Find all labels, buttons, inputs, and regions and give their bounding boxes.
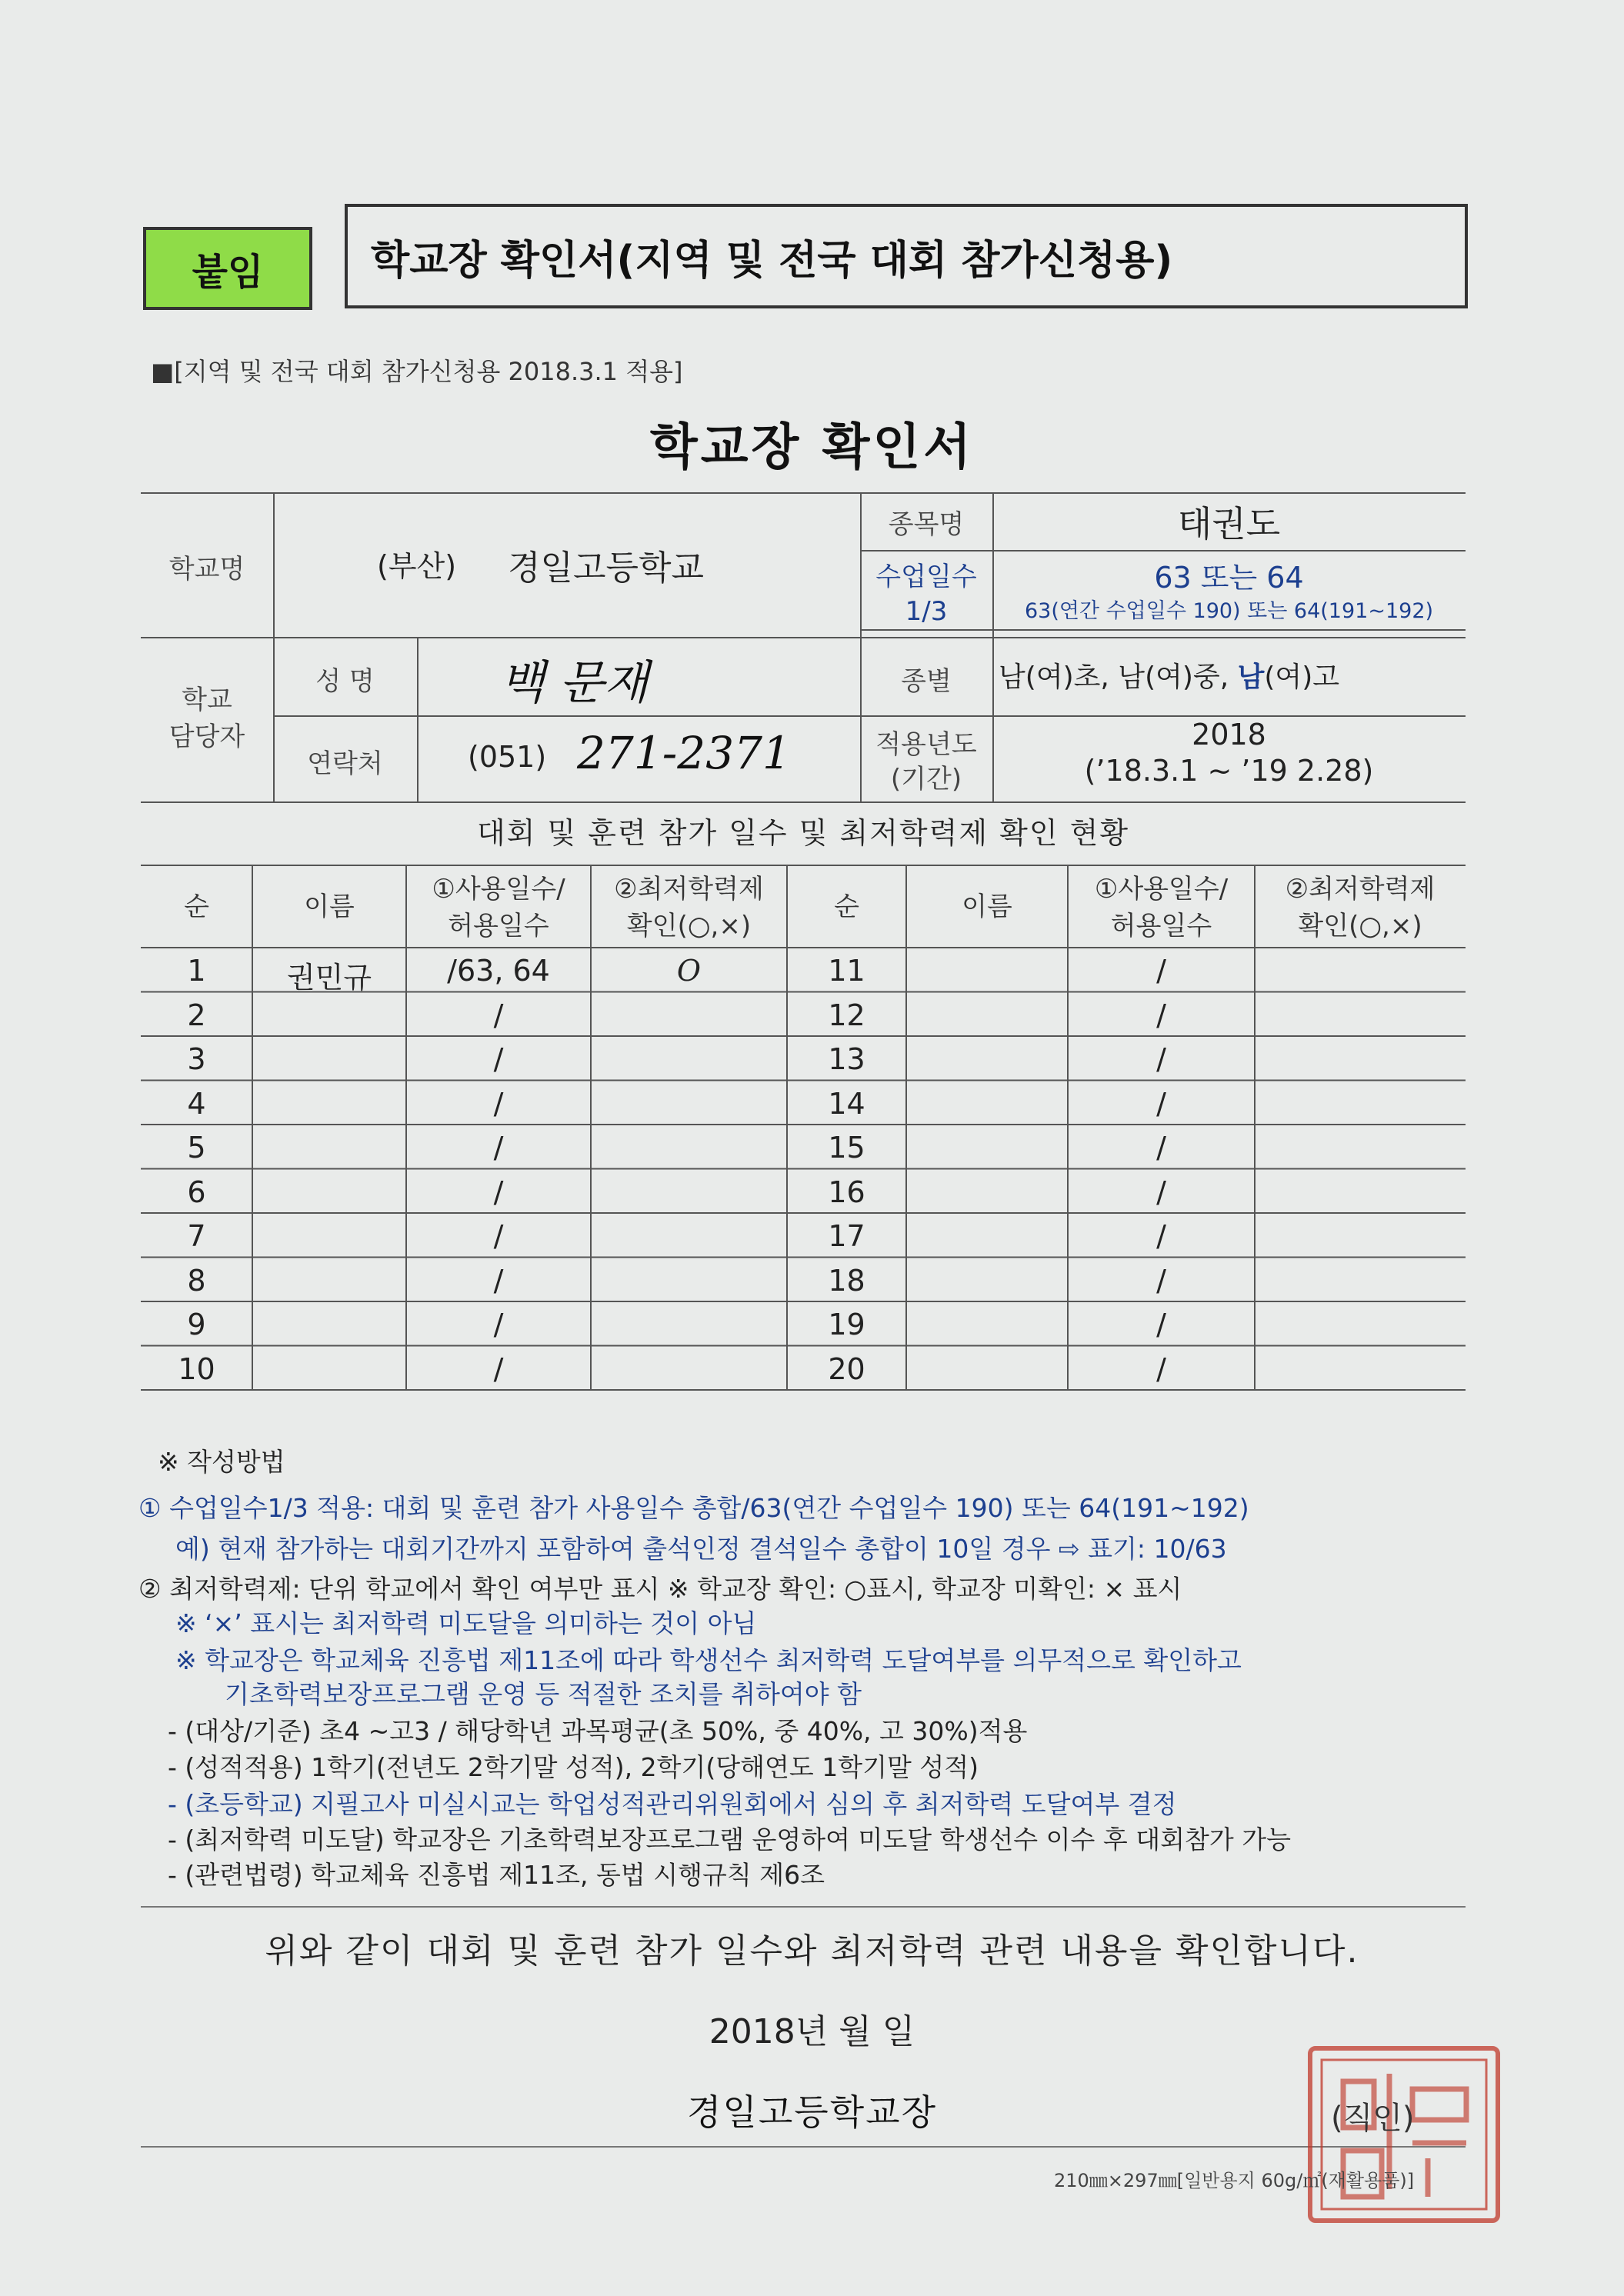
manager-label: 학교: [182, 685, 232, 715]
days-label-fraction: 1/3: [905, 596, 948, 627]
header-seq-left: 순: [184, 891, 209, 922]
note-line: - (초등학교) 지필고사 미실시교는 학업성적관리위원회에서 심의 후 최저학력 도달여부 결정: [168, 1789, 1177, 1819]
confirmation-statement: 위와 같이 대회 및 훈련 참가 일수와 최저학력 관련 내용을 확인합니다.: [265, 1931, 1359, 1971]
table-cell-no: 19: [828, 1308, 865, 1341]
table-cell-no: 20: [828, 1351, 865, 1386]
note-line: 예) 현재 참가하는 대회기간까지 포함하여 출석인정 결석일수 총합이 10일 경우 ⇨ 표기: 10/63: [175, 1534, 1227, 1564]
table-cell-days: /: [1156, 954, 1166, 988]
principal-title: 경일고등학교장: [686, 2091, 938, 2133]
table-cell-name: 권민규: [286, 961, 372, 995]
table-cell-mark: O: [676, 954, 702, 988]
table-cell-days: /: [1156, 1351, 1166, 1386]
header-seq-right: 순: [834, 891, 859, 922]
status-section-title: 대회 및 훈련 참가 일수 및 최저학력제 확인 현황: [476, 816, 1130, 850]
type-value-prefix: 남(여)초, 남(여)중,: [999, 661, 1238, 693]
table-cell-no: 7: [187, 1219, 206, 1253]
type-label: 종별: [901, 666, 952, 697]
header-days-left: ①사용일수/: [432, 874, 565, 905]
table-cell-no: 1: [187, 954, 206, 988]
table-cell-days: /: [493, 1351, 504, 1386]
school-name: 경일고등학교: [508, 548, 705, 588]
table-cell-days: /: [493, 1219, 504, 1253]
date-line: 2018년 월 일: [709, 2012, 915, 2051]
table-cell-days: /: [493, 1308, 504, 1341]
table-cell-no: 13: [828, 1042, 865, 1076]
header-days-right-2: 허용일수: [1110, 911, 1212, 941]
header-name-right: 이름: [962, 891, 1012, 922]
table-cell-days: /: [493, 1131, 504, 1165]
appendix-badge: 붙임: [143, 227, 312, 310]
note-line: - (관련법령) 학교체육 진흥법 제11조, 동법 시행규칙 제6조: [168, 1860, 825, 1890]
table-cell-no: 3: [187, 1042, 206, 1076]
note-line: 기초학력보장프로그램 운영 등 적절한 조치를 취하여야 함: [225, 1679, 862, 1709]
seal-label: (직인): [1331, 2101, 1415, 2136]
header-days-left-2: 허용일수: [448, 911, 549, 941]
header-min-left-2: 확인(○,×): [626, 911, 752, 941]
contact-label: 연락처: [307, 748, 383, 779]
school-label: 학교명: [168, 554, 245, 585]
note-line: ① 수업일수1/3 적용: 대회 및 훈련 참가 사용일수 총합/63(연간 수업일수 190) 또는 64(191~192): [138, 1493, 1249, 1523]
table-cell-days: /: [1156, 1175, 1166, 1209]
paper-spec: 210㎜×297㎜[일반용지 60g/㎡(재활용품)]: [1054, 2170, 1415, 2191]
contact-area-code: (051): [468, 740, 547, 774]
table-cell-no: 10: [178, 1351, 215, 1386]
table-cell-days: /: [1156, 998, 1166, 1032]
manager-label-2: 담당자: [168, 721, 245, 752]
note-line: - (대상/기준) 초4 ~고3 / 해당학년 과목평균(초 50%, 중 40%, 고 30%)적용: [168, 1716, 1028, 1746]
type-value-highlight: 남: [1237, 661, 1265, 693]
note-line: ※ 학교장은 학교체육 진흥법 제11조에 따라 학생선수 최저학력 도달여부를 의무적으로 확인하고: [175, 1645, 1242, 1675]
type-value-suffix: (여)고: [1264, 661, 1340, 693]
note-line: ※ ‘×’ 표시는 최저학력 미도달을 의미하는 것이 아님: [175, 1608, 757, 1638]
table-cell-no: 14: [828, 1086, 865, 1121]
table-cell-days: /: [1156, 1219, 1166, 1253]
table-cell-no: 9: [187, 1308, 206, 1341]
period-label-2: (기간): [890, 764, 962, 795]
days-label: 수업일수: [875, 562, 977, 592]
table-cell-no: 5: [187, 1131, 206, 1165]
header-name-left: 이름: [304, 891, 355, 922]
table-cell-no: 4: [187, 1086, 206, 1121]
table-cell-no: 16: [828, 1175, 865, 1209]
manager-name-handwritten: 백 문재: [500, 656, 649, 710]
days-value-detail: 63(연간 수업일수 190) 또는 64(191~192): [1024, 599, 1434, 623]
table-cell-no: 18: [828, 1263, 865, 1298]
contact-number-handwritten: 271-2371: [577, 727, 791, 779]
table-cell-no: 11: [828, 954, 865, 988]
table-cell-days: /63, 64: [447, 954, 550, 988]
table-cell-no: 8: [187, 1263, 206, 1298]
note-line: - (최저학력 미도달) 학교장은 기초학력보장프로그램 운영하여 미도달 학생선수 이수 후 대회참가 가능: [168, 1824, 1292, 1854]
document-title: 학교장 확인서: [649, 419, 975, 476]
subheader: ■[지역 및 전국 대회 참가신청용 2018.3.1 적용]: [151, 357, 683, 386]
table-cell-days: /: [1156, 1042, 1166, 1076]
table-cell-days: /: [493, 1263, 504, 1298]
table-cell-days: /: [1156, 1086, 1166, 1121]
name-label: 성 명: [315, 666, 375, 697]
table-cell-days: /: [1156, 1263, 1166, 1298]
table-cell-days: /: [493, 998, 504, 1032]
table-cell-days: /: [493, 1175, 504, 1209]
period-year: 2018: [1192, 718, 1266, 751]
table-cell-no: 15: [828, 1131, 865, 1165]
note-line: - (성적적용) 1학기(전년도 2학기말 성적), 2학기(당해연도 1학기말 성적): [168, 1752, 979, 1782]
appendix-title: 학교장 확인서(지역 및 전국 대회 참가신청용): [345, 204, 1468, 308]
header-min-right: ②최저학력제: [1285, 874, 1436, 905]
days-value: 63 또는 64: [1154, 561, 1304, 595]
sport-value: 태권도: [1177, 503, 1281, 545]
table-cell-days: /: [1156, 1308, 1166, 1341]
sport-label: 종목명: [888, 509, 965, 540]
period-range: (’18.3.1 ~ ’19 2.28): [1084, 754, 1374, 788]
table-cell-days: /: [493, 1086, 504, 1121]
table-cell-no: 12: [828, 998, 865, 1032]
table-cell-no: 6: [187, 1175, 206, 1209]
table-cell-days: /: [1156, 1131, 1166, 1165]
notes-heading: ※ 작성방법: [158, 1447, 285, 1477]
period-label: 적용년도: [875, 729, 977, 760]
school-region: (부산): [377, 549, 457, 583]
header-days-right: ①사용일수/: [1094, 874, 1229, 905]
header-min-right-2: 확인(○,×): [1298, 911, 1422, 941]
table-cell-days: /: [493, 1042, 504, 1076]
table-cell-no: 2: [187, 998, 206, 1032]
note-line: ② 최저학력제: 단위 학교에서 확인 여부만 표시 ※ 학교장 확인: ○표시, 학교장 미확인: × 표시: [138, 1574, 1182, 1604]
table-cell-no: 17: [828, 1219, 865, 1253]
header-min-left: ②최저학력제: [614, 874, 764, 905]
